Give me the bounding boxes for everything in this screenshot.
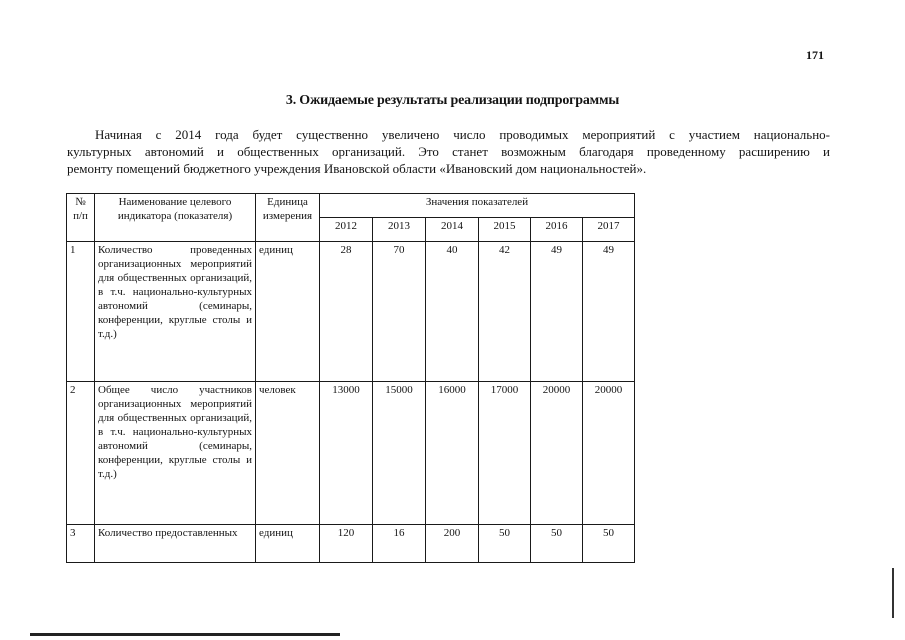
row-value: 50	[479, 525, 531, 563]
row-num: 3	[67, 525, 95, 563]
row-value: 49	[531, 242, 583, 382]
scan-edge-line	[30, 633, 340, 636]
header-year: 2017	[583, 218, 635, 242]
row-value: 120	[320, 525, 373, 563]
header-year: 2014	[426, 218, 479, 242]
header-year: 2016	[531, 218, 583, 242]
row-value: 20000	[583, 382, 635, 525]
row-unit: единиц	[256, 242, 320, 382]
indicators-table	[66, 193, 635, 563]
row-unit: единиц	[256, 525, 320, 563]
row-value: 49	[583, 242, 635, 382]
row-name: Общее число участников организационных мероприятий для общественных организаций, в т.ч. национально-культурных автономий (семинары, конференции, круглые столы и т.д.)	[95, 382, 256, 525]
row-value: 70	[373, 242, 426, 382]
row-value: 20000	[531, 382, 583, 525]
row-value: 50	[583, 525, 635, 563]
row-value: 28	[320, 242, 373, 382]
header-year: 2013	[373, 218, 426, 242]
intro-line: Начиная с 2014 года будет существенно увеличено число проводимых мероприятий с участием национально-	[95, 127, 830, 142]
row-unit: человек	[256, 382, 320, 525]
row-value: 17000	[479, 382, 531, 525]
row-value: 15000	[373, 382, 426, 525]
row-name: Количество проведенных организационных мероприятий для общественных организаций, в т.ч. национально-культурных автономий (семинары, конференции, круглые столы и т.д.)	[95, 242, 256, 382]
row-value: 13000	[320, 382, 373, 525]
header-year: 2015	[479, 218, 531, 242]
section-title: 3. Ожидаемые результаты реализации подпрограммы	[285, 93, 620, 108]
row-value: 16	[373, 525, 426, 563]
row-value: 16000	[426, 382, 479, 525]
table-row	[67, 242, 635, 382]
row-num: 2	[67, 382, 95, 525]
intro-line: культурных автономий и общественных организаций. Это станет возможным благодаря проведенному расширению и	[67, 144, 830, 159]
margin-mark	[892, 568, 894, 618]
row-name: Количество предоставленных	[95, 525, 256, 563]
header-num: № п/п	[67, 194, 95, 242]
table-row	[67, 382, 635, 525]
table-row	[67, 525, 635, 563]
header-name: Наименование целевого индикатора (показателя)	[95, 194, 256, 242]
row-value: 50	[531, 525, 583, 563]
table-header-row	[67, 194, 635, 218]
header-values: Значения показателей	[320, 194, 635, 218]
intro-line: ремонту помещений бюджетного учреждения Ивановской области «Ивановский дом национальностей».	[67, 161, 647, 176]
header-year: 2012	[320, 218, 373, 242]
page-number: 171	[806, 48, 824, 62]
row-num: 1	[67, 242, 95, 382]
header-unit: Единица измерения	[256, 194, 320, 242]
row-value: 40	[426, 242, 479, 382]
intro-paragraph	[67, 126, 830, 177]
row-value: 200	[426, 525, 479, 563]
row-value: 42	[479, 242, 531, 382]
